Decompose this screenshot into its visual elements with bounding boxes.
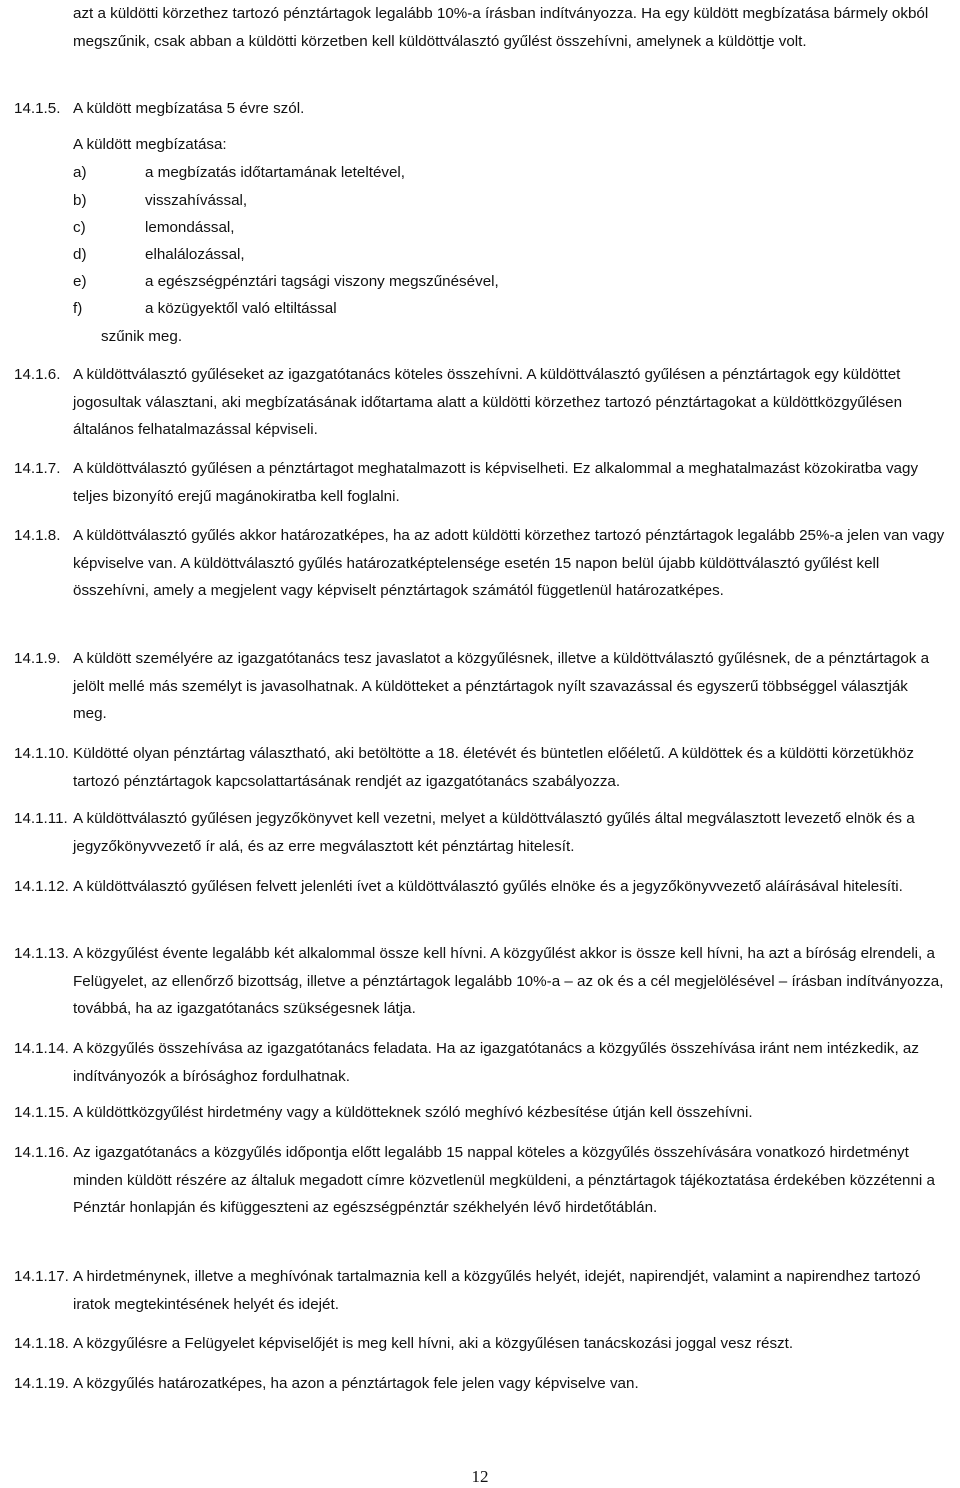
section-text: A közgyűlésre a Felügyelet képviselőjét is meg kell hívni, aki a közgyűlésen tanácskozási joggal vesz részt.	[73, 1335, 794, 1352]
list-item-text: a megbízatás időtartamának leteltével,	[145, 164, 406, 181]
section-14-1-16	[14, 1139, 945, 1222]
section-number: 14.1.10.	[14, 745, 69, 762]
section-14-1-11	[14, 805, 945, 860]
section-14-1-7	[14, 455, 945, 510]
section-number: 14.1.7.	[14, 460, 61, 477]
section-text: A közgyűlés összehívása az igazgatótanács feladata. Ha az igazgatótanács a közgyűlés összehívása iránt nem intézkedik, az indítványozók a bírósághoz fordulhatnak.	[73, 1040, 919, 1085]
list-item-text: visszahívással,	[145, 192, 248, 209]
section-number: 14.1.5.	[14, 100, 61, 117]
list-item-text: elhalálozással,	[145, 246, 245, 263]
list-item-label: d)	[73, 246, 87, 263]
section-14-1-6	[14, 361, 945, 444]
section-text: Küldötté olyan pénztártag választható, aki betöltötte a 18. életévét és büntetlen előéletű. A küldöttek és a küldötti körzetükhöz tartozó pénztártagok kapcsolattartásának rendjét az igazgatótanács szabályozza.	[73, 745, 914, 790]
list-item	[73, 241, 245, 269]
list-item	[73, 214, 235, 242]
section-14-1-13	[14, 940, 945, 1023]
section-14-1-17	[14, 1263, 945, 1318]
page-number: 12	[471, 1467, 489, 1486]
section-text: A közgyűlés határozatképes, ha azon a pénztártagok fele jelen vagy képviselve van.	[73, 1375, 639, 1392]
section-14-1-18	[14, 1330, 945, 1358]
section-number: 14.1.9.	[14, 650, 61, 667]
list-item-label: a)	[73, 164, 87, 181]
list-item-label: f)	[73, 300, 83, 317]
section-number: 14.1.8.	[14, 527, 61, 544]
section-number: 14.1.19.	[14, 1375, 69, 1392]
section-number: 14.1.14.	[14, 1040, 69, 1057]
section-14-1-14	[14, 1035, 945, 1090]
section-number: 14.1.11.	[14, 810, 68, 827]
section-14-1-19	[14, 1370, 945, 1398]
section-text: Az igazgatótanács a közgyűlés időpontja előtt legalább 15 nappal köteles a közgyűlés összehívására vonatkozó hirdetményt minden küldött részére az általuk megadott címre közvetlenül megküldeni, a pénztártagok tájékoztatása érdekében közzétenni a Pénztár honlapján és kifüggeszteni az egészségpénztár székhelyén lévő hirdetőtáblán.	[73, 1144, 935, 1216]
section-text: A közgyűlést évente legalább két alkalommal össze kell hívni. A közgyűlést akkor is össze kell hívni, ha azt a bíróság elrendeli, a Felügyelet, az ellenőrző bizottság, illetve a pénztártagok legalább 10%-a – az ok és a cél megjelölésével – írásban indítványozza, továbbá, ha az igazgatótanács szükségesnek látja.	[73, 945, 944, 1017]
section-number: 14.1.6.	[14, 366, 61, 383]
section-number: 14.1.17.	[14, 1268, 69, 1285]
list-item	[73, 268, 499, 296]
section-number: 14.1.16.	[14, 1144, 69, 1161]
section-number: 14.1.18.	[14, 1335, 69, 1352]
section-14-1-12	[14, 873, 945, 901]
section-14-1-10	[14, 740, 945, 795]
list-item	[73, 159, 405, 187]
section-text: A küldöttválasztó gyűlésen a pénztártagot meghatalmazott is képviselheti. Ez alkalommal a meghatalmazást közokiratba vagy teljes bizonyító erejű magánokiratba kell foglalni.	[73, 460, 919, 505]
list-item	[73, 295, 337, 323]
section-text: A küldöttközgyűlést hirdetmény vagy a küldötteknek szóló meghívó kézbesítése útján kell összehívni.	[73, 1104, 753, 1121]
section-text: A küldöttválasztó gyűléseket az igazgatótanács köteles összehívni. A küldöttválasztó gyűlésen a pénztártagok egy küldöttet jogosultak választani, aki megbízatásának időtartama alatt a küldötti körzethez tartozó pénztártagokat a küldöttközgyűlésen általános felhatalmazással képviseli.	[73, 366, 903, 438]
mandate-end-intro: A küldött megbízatása:	[73, 136, 227, 153]
section-14-1-5	[14, 95, 945, 123]
section-number: 14.1.12.	[14, 878, 69, 895]
section-text: A küldöttválasztó gyűlésen felvett jelenléti ívet a küldöttválasztó gyűlés elnöke és a jegyzőkönyvvezető aláírásával hitelesíti.	[73, 878, 903, 895]
section-14-1-9	[14, 645, 945, 728]
section-number: 14.1.13.	[14, 945, 69, 962]
section-text: A küldött személyére az igazgatótanács tesz javaslatot a közgyűlésnek, illetve a küldöttválasztó gyűlésnek, de a pénztártagok a jelölt mellé más személyt is javasolhatnak. A küldötteket a pénztártagok nyílt szavazással és egyszerű többséggel választják meg.	[73, 650, 930, 722]
list-item-label: e)	[73, 273, 87, 290]
section-text: A küldött megbízatása 5 évre szól.	[73, 100, 305, 117]
list-item-text: a egészségpénztári tagsági viszony megszűnésével,	[145, 273, 499, 290]
list-item-text: a közügyektől való eltiltással	[145, 300, 337, 317]
section-14-1-15	[14, 1099, 945, 1127]
list-item-label: c)	[73, 219, 86, 236]
section-text: A küldöttválasztó gyűlés akkor határozatképes, ha az adott küldötti körzethez tartozó pénztártagok legalább 25%-a jelen van vagy képviselve van. A küldöttválasztó gyűlés határozatképtelensége esetén 15 napon belül újabb küldöttválasztó gyűlést kell összehívni, amely a megjelent vagy képviselt pénztártagok számától függetlenül határozatképes.	[73, 527, 945, 599]
section-text: A hirdetménynek, illetve a meghívónak tartalmaznia kell a közgyűlés helyét, idejét, napirendjét, valamint a napirendhez tartozó iratok megtekintésének helyét és idejét.	[73, 1268, 921, 1313]
section-number: 14.1.15.	[14, 1104, 69, 1121]
continuation-paragraph: azt a küldötti körzethez tartozó pénztártagok legalább 10%-a írásban indítványozza. Ha egy küldött megbízatása bármely okból megszűnik, csak abban a küldötti körzetben kell küldöttválasztó gyűlést összehívni, amelynek a küldöttje volt.	[73, 5, 929, 50]
list-item-text: lemondással,	[145, 219, 235, 236]
section-14-1-8	[14, 522, 945, 605]
list-item-label: b)	[73, 192, 87, 209]
list-item	[73, 187, 247, 215]
mandate-end-closing: szűnik meg.	[101, 328, 183, 345]
section-text: A küldöttválasztó gyűlésen jegyzőkönyvet kell vezetni, melyet a küldöttválasztó gyűlés által megválasztott levezető elnök és a jegyzőkönyvvezető ír alá, és az erre megválasztott két pénztártag hitelesít.	[73, 810, 915, 855]
